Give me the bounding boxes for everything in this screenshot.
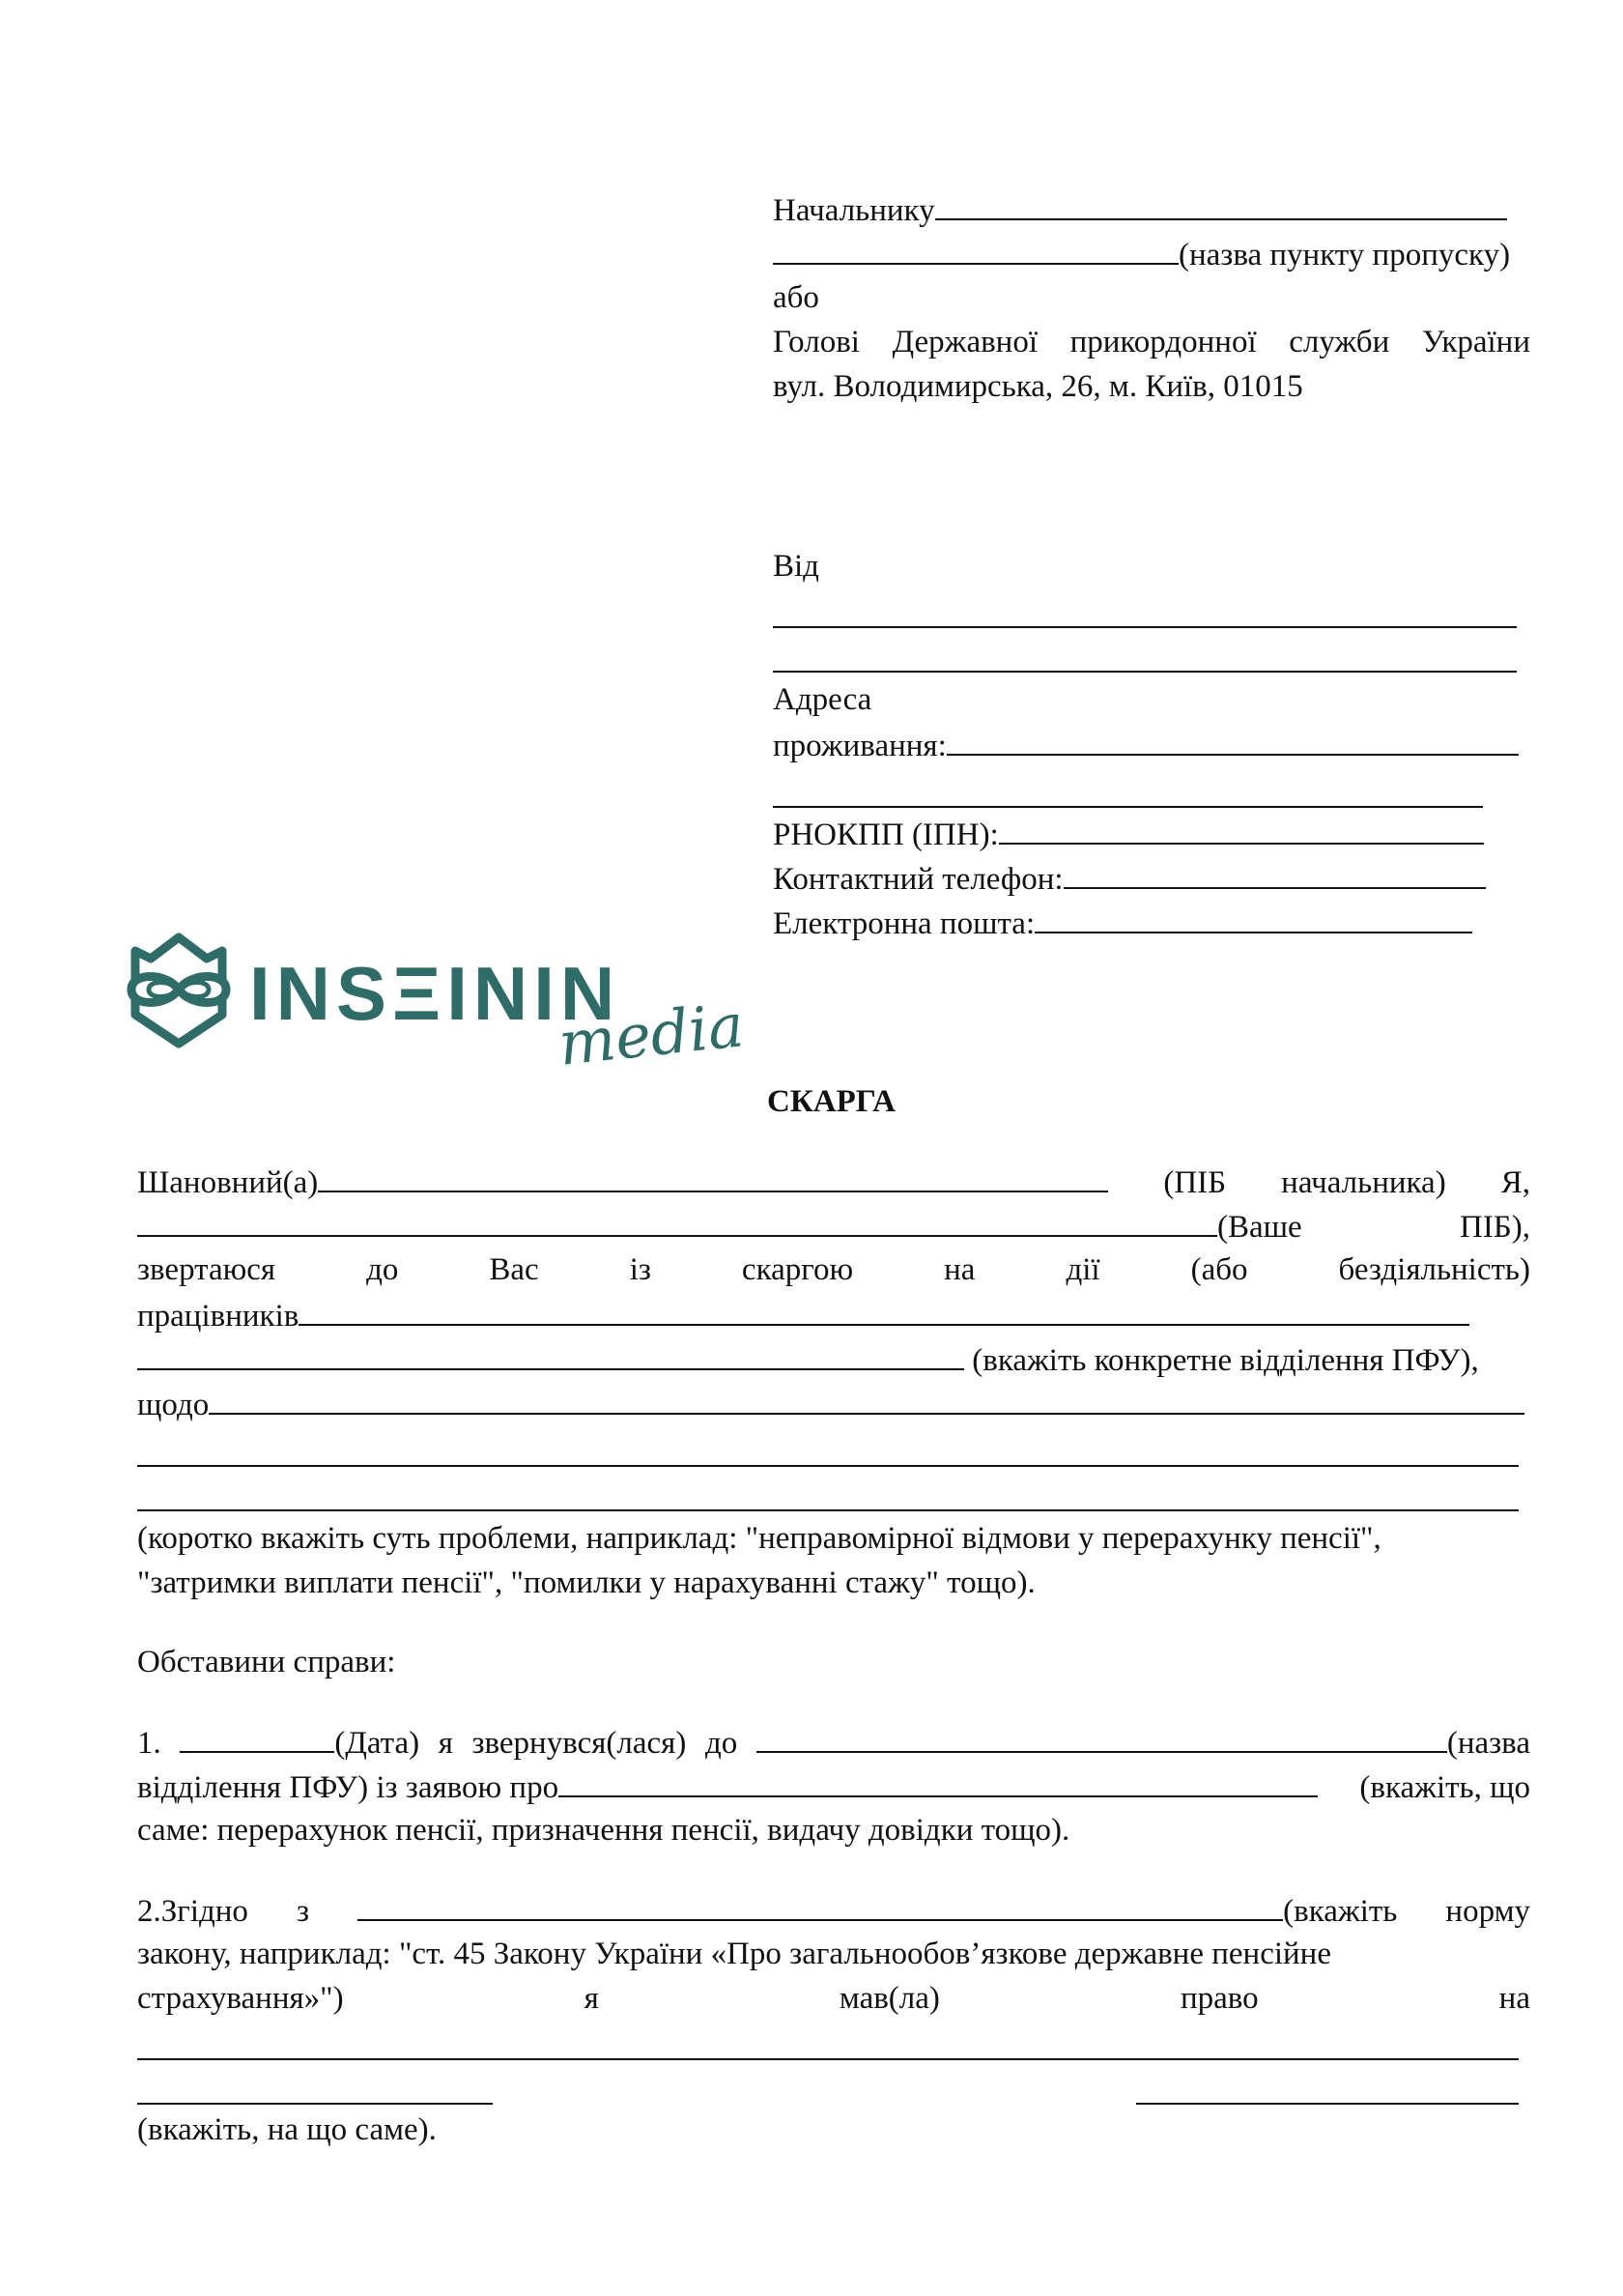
body-line-6: щодо	[137, 1384, 1524, 1424]
body-line-3: звертаюся до Вас із скаргою на дії (або бездіяльність)	[137, 1252, 1530, 1287]
blank-regarding[interactable]	[209, 1384, 1524, 1415]
blank-regarding-3[interactable]	[137, 1509, 1519, 1511]
point-2-line-2: закону, наприклад: "ст. 45 Закону України «Про загальнообов’язкове державне пенсійне	[137, 1937, 1331, 1971]
addressee-address: вул. Володимирська, 26, м. Київ, 01015	[773, 369, 1303, 404]
shield-infinity-icon	[116, 930, 242, 1049]
body-line-1: Шановний(а) (ПІБ начальника) Я,	[137, 1162, 1530, 1200]
addressee-head: Голові Державної прикордонної служби України	[773, 325, 1530, 359]
blank-regarding-2[interactable]	[137, 1465, 1519, 1467]
sender-phone-line: Контактний телефон:	[773, 858, 1486, 899]
point-1-line-2: відділення ПФУ) із заявою про (вкажіть, що	[137, 1766, 1530, 1805]
logo-script: media	[555, 990, 748, 1079]
blank-right-2a[interactable]	[137, 2103, 493, 2105]
blank-address-2[interactable]	[773, 806, 1483, 808]
blank-tax-id[interactable]	[999, 814, 1484, 845]
addressee-line-1: Начальнику	[773, 189, 1507, 230]
blank-right-1[interactable]	[137, 2058, 1519, 2060]
sender-tax-id-line: РНОКПП (ІПН):	[773, 814, 1484, 854]
blank-sender-name-1[interactable]	[773, 626, 1517, 628]
document-title: СКАРГА	[767, 1084, 896, 1119]
body-line-4: працівників	[137, 1295, 1469, 1335]
body-line-7: (коротко вкажіть суть проблеми, наприклад: "неправомірної відмови у перерахунку пенсії",	[137, 1521, 1381, 1556]
point-2-line-1: 2.Згідно з (вкажіть норму	[137, 1890, 1530, 1929]
blank-pfu-department[interactable]	[756, 1722, 1447, 1753]
blank-address[interactable]	[947, 725, 1519, 756]
blank-phone[interactable]	[1064, 858, 1486, 889]
blank-application-subject[interactable]	[558, 1766, 1318, 1797]
blank-email[interactable]	[1035, 903, 1472, 933]
blank-your-name[interactable]	[137, 1206, 1217, 1237]
point-2-line-3: страхування»") я мав(ла) право на	[137, 1981, 1530, 2016]
body-line-2: (Ваше ПІБ),	[137, 1206, 1530, 1245]
blank-checkpoint-name[interactable]	[773, 234, 1179, 265]
blank-date[interactable]	[180, 1722, 334, 1753]
blank-employees[interactable]	[299, 1295, 1469, 1326]
body-line-5: (вкажіть конкретне відділення ПФУ),	[137, 1339, 1479, 1380]
sender-from: Від	[773, 549, 819, 584]
blank-sender-name-2[interactable]	[773, 671, 1517, 673]
point-2-line-6: (вкажіть, на що саме).	[137, 2112, 437, 2147]
blank-right-2b[interactable]	[1136, 2103, 1519, 2105]
sender-address-label: Адреса	[773, 682, 872, 717]
blank-law-norm[interactable]	[357, 1890, 1283, 1921]
blank-chief-name[interactable]	[318, 1162, 1108, 1192]
addressee-line-2: (назва пункту пропуску)	[773, 234, 1510, 274]
circumstances-heading: Обставини справи:	[137, 1645, 396, 1679]
sender-email-line: Електронна пошта:	[773, 903, 1472, 943]
point-1-line-3: саме: перерахунок пенсії, призначення пенсії, видачу довідки тощо).	[137, 1813, 1070, 1848]
blank-checkpoint-chief[interactable]	[935, 189, 1507, 220]
body-line-8: "затримки виплати пенсії", "помилки у нарахуванні стажу" тощо).	[137, 1565, 1036, 1600]
logo-wordmark: INSΞININ	[249, 951, 621, 1036]
addressee-or: або	[773, 280, 819, 315]
blank-pfu-office[interactable]	[137, 1339, 964, 1370]
sender-address-line: проживання:	[773, 725, 1519, 765]
point-1-line-1: 1. (Дата) я звернувся(лася) до (назва	[137, 1722, 1530, 1761]
